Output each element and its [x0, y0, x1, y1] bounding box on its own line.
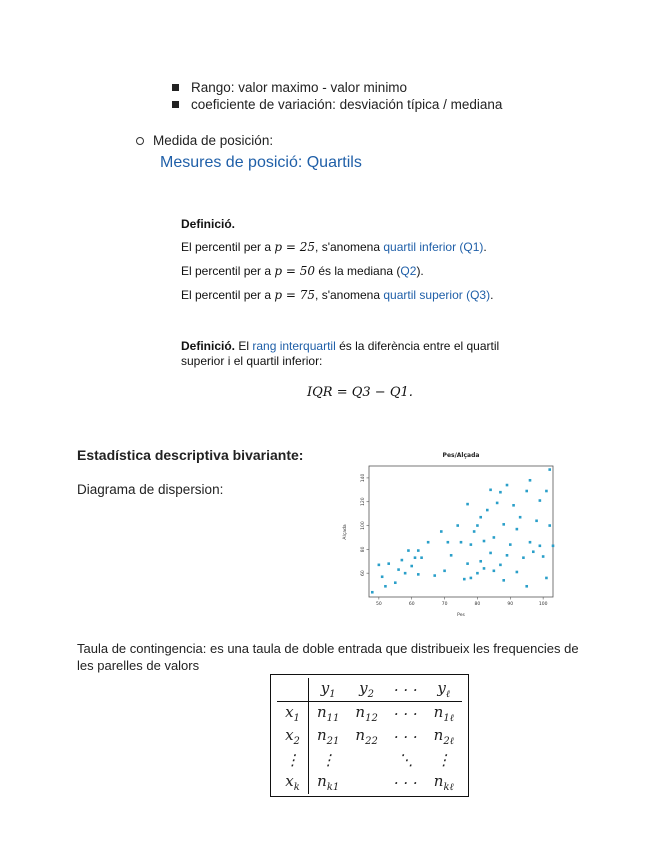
table-row	[277, 748, 462, 771]
scatter-point	[486, 509, 489, 512]
definition-1-line-2: El percentil per a p = 50 és la mediana (Q2).	[181, 264, 424, 278]
scatter-point	[489, 489, 492, 492]
slide-title: Mesures de posició: Quartils	[160, 154, 362, 171]
y-tick-label: 100	[361, 521, 366, 530]
contingency-text-line-1: Taula de contingencia: es una taula de doble entrada que distribueix les frequencies de	[77, 641, 579, 656]
scatter-point	[539, 544, 542, 547]
scatter-point	[410, 565, 413, 568]
scatter-point	[456, 524, 459, 527]
x-tick-label: 80	[474, 602, 481, 607]
scatter-point	[417, 549, 420, 552]
square-bullet-icon	[172, 84, 179, 91]
y-tick-label: 60	[361, 570, 366, 577]
y-tick-label: 80	[361, 546, 366, 553]
x-tick-label: 50	[375, 602, 382, 607]
scatter-point	[506, 484, 509, 487]
scatter-point	[394, 581, 397, 584]
table-cell	[277, 678, 309, 702]
contingency-table	[277, 678, 462, 794]
scatter-point	[466, 503, 469, 506]
y-tick-label: 140	[361, 473, 366, 483]
scatter-point	[483, 567, 486, 570]
scatter-point	[397, 568, 400, 571]
table-cell: ⋱	[398, 750, 414, 769]
table-cell: $x_2$	[277, 725, 309, 748]
scatter-point	[460, 541, 463, 544]
scatter-point	[401, 559, 404, 562]
scatter-point	[542, 555, 545, 558]
table-cell: $n_{2\ell}$	[433, 726, 454, 747]
scatter-point	[476, 572, 479, 575]
table-cell: · · ·	[386, 678, 426, 702]
scatter-point	[479, 560, 482, 563]
scatter-point	[483, 540, 486, 543]
table-cell: $n_{21}$	[317, 726, 340, 747]
scatter-point	[387, 562, 390, 565]
position-label: Medida de posición:	[153, 133, 274, 148]
table-cell: $n_{1\ell}$	[433, 703, 454, 724]
scatter-point	[516, 571, 519, 574]
scatter-point	[532, 550, 535, 553]
scatter-point	[443, 570, 446, 573]
scatter-point	[381, 575, 384, 578]
scatter-point	[516, 528, 519, 531]
y-tick-label: 120	[361, 497, 366, 507]
table-cell: $n_{11}$	[317, 703, 340, 724]
scatter-point	[499, 564, 502, 567]
definition-1-heading: Definició.	[181, 217, 236, 231]
definition-2-line-2: superior i el quartil inferior:	[181, 354, 323, 368]
square-bullet-icon	[172, 101, 179, 108]
bullet-range-text: Rango: valor maximo - valor minimo	[191, 80, 408, 95]
circle-bullet-icon	[136, 137, 144, 145]
scatter-point	[493, 536, 496, 539]
scatter-point	[522, 556, 525, 559]
scatter-point	[519, 516, 522, 519]
scatter-point	[502, 579, 505, 582]
table-cell: · · ·	[393, 773, 418, 792]
contingency-table-wrapper	[270, 674, 469, 797]
definition-1-line-1: El percentil per a p = 25, s'anomena quartil inferior (Q1).	[181, 240, 487, 254]
scatter-point	[378, 564, 381, 567]
bivariate-title: Estadística descriptiva bivariante:	[77, 447, 304, 463]
y-axis-label: Alçada	[343, 524, 348, 540]
scatter-point	[466, 562, 469, 565]
scatter-point	[433, 574, 436, 577]
x-tick-label: 70	[441, 602, 448, 607]
bullet-range	[172, 79, 407, 97]
table-cell: $x_k$	[277, 771, 309, 794]
scatter-point	[493, 570, 496, 573]
scatter-point	[414, 556, 417, 559]
scatter-point	[420, 556, 423, 559]
table-cell	[347, 771, 385, 794]
definition-2-line-1: Definició. El rang interquartil és la diferència entre el quartil	[181, 339, 500, 353]
scatter-point	[525, 490, 528, 493]
scatter-point	[470, 577, 473, 580]
scatter-point	[529, 479, 532, 482]
scatter-point	[473, 530, 476, 533]
table-cell: $y_2$	[347, 678, 385, 702]
table-cell	[347, 748, 385, 771]
table-row	[277, 702, 462, 726]
x-tick-label: 90	[507, 602, 514, 607]
definition-1-line-3: El percentil per a p = 75, s'anomena quartil superior (Q3).	[181, 288, 494, 302]
scatter-point	[545, 577, 548, 580]
scatter-point	[427, 541, 430, 544]
scatter-point	[479, 516, 482, 519]
scatter-point	[512, 504, 515, 507]
table-cell: · · ·	[393, 704, 418, 723]
table-cell: ⋮	[277, 748, 309, 771]
y-axis-ticks	[360, 473, 369, 576]
scatter-points	[371, 468, 554, 593]
x-axis-label: Pes	[457, 613, 465, 618]
scatter-point	[450, 554, 453, 557]
scatter-point	[440, 530, 443, 533]
table-cell: $n_{k\ell}$	[433, 772, 454, 793]
scatter-point	[548, 468, 551, 471]
table-row	[277, 771, 462, 794]
scatter-point	[496, 502, 499, 505]
definition-1	[181, 217, 493, 303]
scatter-point	[463, 578, 466, 581]
scatter-point	[417, 573, 420, 576]
scatter-point	[539, 499, 542, 502]
chart-title: Pes/Alçada	[442, 452, 480, 459]
x-axis-ticks	[376, 597, 548, 607]
scatter-point	[502, 523, 505, 526]
table-row	[277, 678, 462, 702]
table-cell: $y_\ell$	[426, 678, 462, 702]
scatter-point	[499, 491, 502, 494]
iqr-formula: IQR = Q3 − Q1.	[307, 385, 413, 400]
scatter-point	[470, 543, 473, 546]
scatter-point	[371, 591, 374, 594]
scatter-point	[509, 543, 512, 546]
scatter-point	[447, 541, 450, 544]
table-cell: $n_{22}$	[355, 726, 378, 747]
plot-frame	[369, 466, 553, 597]
scatter-point	[529, 541, 532, 544]
scatter-point	[384, 585, 387, 588]
scatter-point	[489, 552, 492, 555]
table-cell: $n_{12}$	[355, 703, 378, 724]
table-cell: $n_{k1}$	[317, 772, 340, 793]
scatter-chart	[337, 446, 557, 626]
definition-2	[181, 339, 499, 369]
table-cell: ⋮	[436, 750, 452, 769]
scatter-point	[535, 519, 538, 522]
table-cell: $y_1$	[309, 678, 348, 702]
table-row	[277, 725, 462, 748]
scatter-point	[552, 544, 555, 547]
table-cell: ⋮	[320, 750, 336, 769]
x-tick-label: 60	[408, 602, 415, 607]
scatter-point	[404, 572, 407, 575]
bullet-cv-text: coeficiente de variación: desviación típica / mediana	[191, 97, 503, 112]
table-cell: · · ·	[393, 727, 418, 746]
scatter-point	[506, 554, 509, 557]
scatter-point	[548, 524, 551, 527]
scatter-point	[407, 549, 410, 552]
x-tick-label: 100	[538, 602, 548, 607]
scatter-point	[476, 524, 479, 527]
table-cell: $x_1$	[277, 702, 309, 726]
scatter-point	[545, 490, 548, 493]
scatter-label: Diagrama de dispersion:	[77, 482, 224, 497]
bullet-cv	[172, 96, 502, 114]
contingency-text-line-2: les parelles de valors	[77, 658, 200, 673]
scatter-point	[525, 585, 528, 588]
